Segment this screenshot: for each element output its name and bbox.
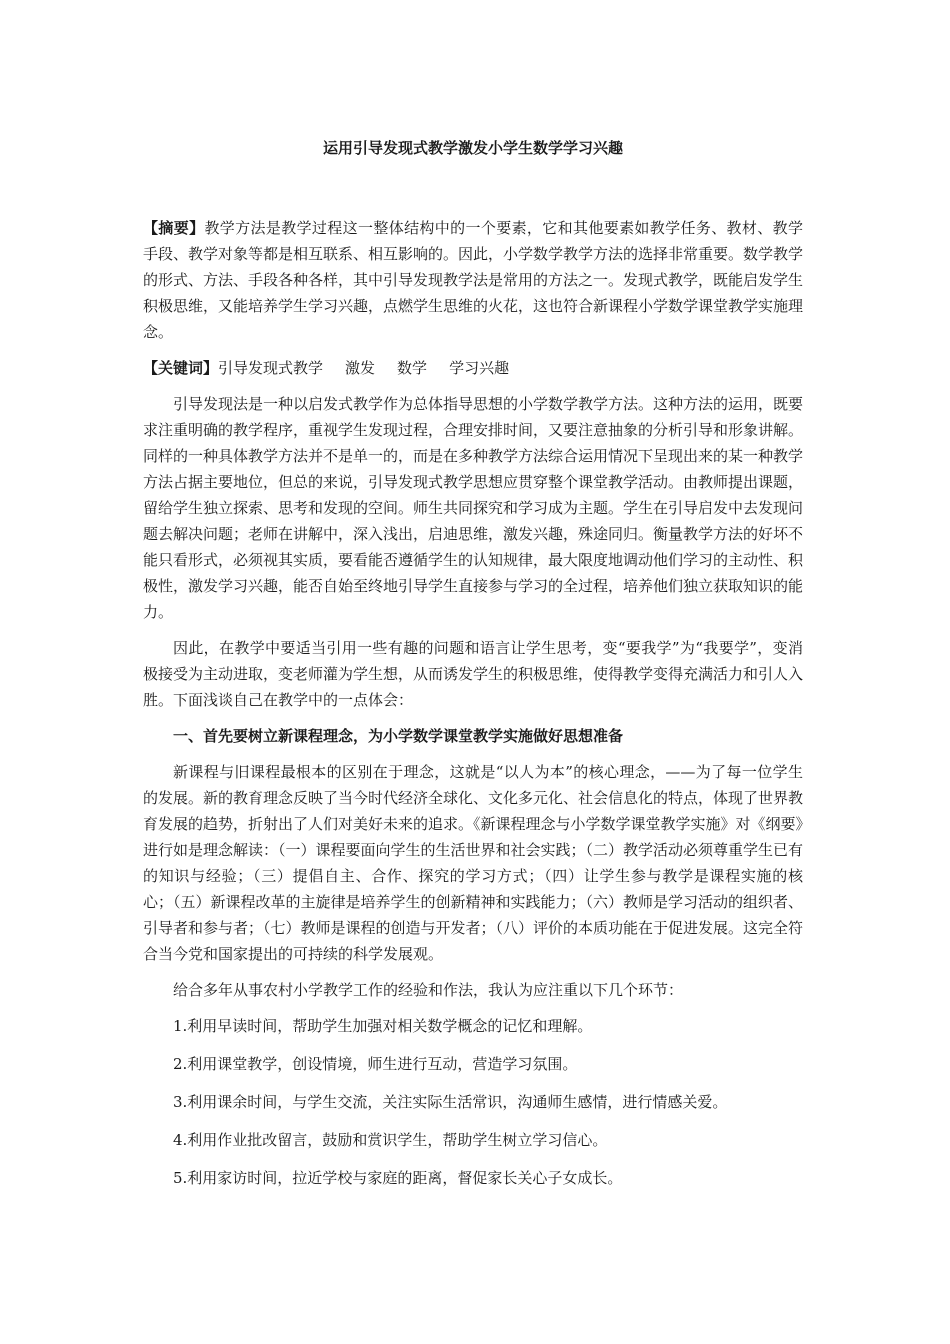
keyword: 激发 [345, 359, 376, 377]
abstract-label: 【摘要】 [143, 219, 205, 237]
body-paragraph: 给合多年从事农村小学教学工作的经验和作法，我认为应注重以下几个环节： [173, 981, 684, 999]
keyword: 引导发现式教学 [218, 359, 324, 377]
keyword: 学习兴趣 [449, 359, 510, 377]
body-paragraph: 引导发现法是一种以启发式教学作为总体指导思想的小学数学教学方法。这种方法的运用，既要求注重明确的教学程序，重视学生发现过程，合理安排时间，又要注意抽象的分析引导和形象讲解。同样的一种具体教学方法并不是单一的，而是在多种教学方法综合运用情况下呈现出来的某一种教学方法占据主要地位，但总的来说，引导发现式教学思想应贯穿整个课堂教学活动。由教师提出课题，留给学生独立探索、思考和发现的空间。师生共同探究和学习成为主题。学生在引导启发中去发现问题去解决问题；老师在讲解中，深入浅出，启迪思维，激发兴趣，殊途同归。衡量教学方法的好坏不能只看形式，必须视其实质，要看能否遵循学生的认知规律，最大限度地调动他们学习的主动性、积极性，激发学习兴趣，能否自始至终地引导学生直接参与学习的全过程，培养他们独立获取知识的能力。 [143, 395, 804, 621]
document-title: 运用引导发现式教学激发小学生数学学习兴趣 [322, 139, 623, 157]
keywords-label: 【关键词】 [143, 359, 219, 377]
list-item: 2.利用课堂教学，创设情境，师生进行互动，营造学习氛围。 [173, 1055, 578, 1073]
body-paragraph: 新课程与旧课程最根本的区别在于理念，这就是“以人为本”的核心理念，——为了每一位学生的发展。新的教育理念反映了当今时代经济全球化、文化多元化、社会信息化的特点，体现了世界教育发展的趋势，折射出了人们对美好未来的追求。《新课程理念与小学数学课堂教学实施》对《纲要》进行如是理念解读：（一）课程要面向学生的生活世界和社会实践；（二）教学活动必须尊重学生已有的知识与经验；（三）提倡自主、合作、探究的学习方式；（四）让学生参与教学是课程实施的核心；（五）新课程改革的主旋律是培养学生的创新精神和实践能力；（六）教师是学习活动的组织者、引导者和参与者；（七）教师是课程的创造与开发者；（八）评价的本质功能在于促进发展。这完全符合当今党和国家提出的可持续的科学发展观。 [143, 763, 804, 963]
keyword: 数学 [397, 359, 428, 377]
list-item: 1.利用早读时间，帮助学生加强对相关数学概念的记忆和理解。 [173, 1017, 593, 1035]
section-heading: 一、首先要树立新课程理念，为小学数学课堂教学实施做好思想准备 [173, 727, 624, 745]
abstract-text: 教学方法是教学过程这一整体结构中的一个要素，它和其他要素如教学任务、教材、教学手段、教学对象等都是相互联系、相互影响的。因此，小学数学教学方法的选择非常重要。数学教学的形式、方法、手段各种各样，其中引导发现教学法是常用的方法之一。发现式教学，既能启发学生积极思维，又能培养学生学习兴趣，点燃学生思维的火花，这也符合新课程小学数学课堂教学实施理念。 [143, 219, 804, 341]
list-item: 4.利用作业批改留言，鼓励和赏识学生，帮助学生树立学习信心。 [173, 1131, 608, 1149]
list-item: 3.利用课余时间，与学生交流，关注实际生活常识，沟通师生感情，进行情感关爱。 [173, 1093, 728, 1111]
document-body [143, 137, 803, 1203]
list-item: 5.利用家访时间，拉近学校与家庭的距离，督促家长关心子女成长。 [173, 1169, 623, 1187]
keywords-paragraph [143, 355, 803, 381]
body-paragraph: 因此，在教学中要适当引用一些有趣的问题和语言让学生思考，变“要我学”为“我要学”，变消极接受为主动进取，变老师灌为学生想，从而诱发学生的积极思维，使得教学变得充满活力和引人入胜。下面浅谈自己在教学中的一点体会： [143, 639, 804, 709]
abstract-paragraph [143, 215, 803, 345]
